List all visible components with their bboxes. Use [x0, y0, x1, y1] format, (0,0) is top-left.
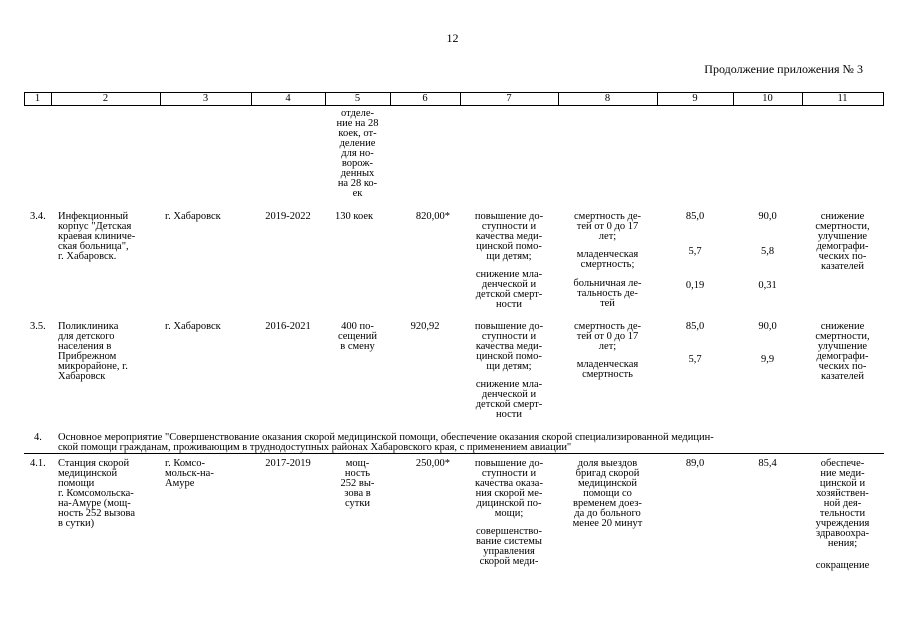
- value-cell: 0,31: [758, 280, 777, 291]
- value-cell: 90,0: [758, 321, 777, 332]
- table-header-bottom-border: [24, 105, 884, 106]
- value-cell: 90,0: [758, 211, 777, 222]
- cost-cell: 820,00*: [415, 211, 450, 222]
- indicator-text: младенческая смертность: [576, 359, 639, 380]
- capacity-cell: 130 коек: [335, 211, 374, 222]
- goal-text: повышение до- ступности и качества оказа- ния скорой ме- дицинской по- мощи;: [474, 458, 544, 519]
- value-cell: 85,4: [758, 458, 777, 469]
- effect-cell: сокращение: [815, 560, 870, 571]
- section-number: 4.: [34, 432, 42, 443]
- capacity-cell: отделе- ние на 28 коек, от- деление для но- ворож- денных на 28 ко- ек: [336, 108, 379, 199]
- object-name-cell: Поликлиника для детского населения в Прибрежном микрорайоне, г. Хабаровск: [58, 321, 128, 382]
- row-number: 4.1.: [30, 458, 46, 469]
- row-number: 3.5.: [30, 321, 46, 332]
- column-header-8: 8: [604, 93, 611, 104]
- column-header-11: 11: [837, 93, 848, 104]
- column-header-2: 2: [102, 93, 109, 104]
- cost-cell: 920,92: [410, 321, 440, 332]
- row-number: 3.4.: [30, 211, 46, 222]
- goal-text: совершенство- вание системы управления скорой меди-: [476, 526, 542, 567]
- location-cell: г. Комсо- мольск-на- Амуре: [165, 458, 214, 489]
- column-header-3: 3: [202, 93, 209, 104]
- goal-text: снижение мла- денческой и детской смерт- ности: [475, 269, 543, 310]
- column-header-6: 6: [422, 93, 428, 104]
- location-cell: г. Хабаровск: [165, 321, 221, 332]
- capacity-cell: мощ- ность 252 вы- зова в сутки: [340, 458, 375, 509]
- column-header-7: 7: [506, 93, 512, 104]
- effect-cell: обеспече- ние меди- цинской и хозяйствен- ной дея- тельности учреждения здравоохра- нения;: [815, 458, 870, 549]
- value-cell: 0,19: [685, 280, 705, 291]
- column-header-9: 9: [692, 93, 698, 104]
- value-cell: 89,0: [685, 458, 705, 469]
- object-name-cell: Инфекционный корпус "Детская краевая клиниче- ская больница", г. Хабаровск.: [58, 211, 136, 262]
- appendix-continuation-label: Продолжение приложения № 3: [704, 62, 863, 76]
- value-cell: 5,7: [688, 354, 702, 365]
- goal-text: повышение до- ступности и качества меди- цинской помо- щи детям;: [474, 211, 544, 262]
- object-name-cell: Станция скорой медицинской помощи г. Комсомольска- на-Амуре (мощ- ность 252 вызова в сутки): [58, 458, 135, 529]
- cost-cell: 250,00*: [415, 458, 450, 469]
- capacity-cell: 400 по- сещений в смену: [337, 321, 378, 352]
- indicator-text: больничная ле- тальность де- тей: [573, 278, 642, 309]
- column-header-5: 5: [354, 93, 361, 104]
- period-cell: 2019-2022: [265, 211, 311, 222]
- column-divider: [883, 92, 884, 105]
- value-cell: 85,0: [685, 321, 705, 332]
- location-cell: г. Хабаровск: [165, 211, 221, 222]
- indicator-text: доля выездов бригад скорой медицинской помощи со временем доез- да до больного менее 20 минут: [572, 458, 643, 529]
- indicator-text: младенческая смертность;: [576, 249, 639, 270]
- goal-text: повышение до- ступности и качества меди- цинской помо- щи детям;: [474, 321, 544, 372]
- value-cell: 5,8: [760, 246, 775, 257]
- value-cell: 85,0: [685, 211, 705, 222]
- section-title: Основное мероприятие "Совершенствование оказания скорой медицинской помощи, обеспечение оказания скорой специализированной медицин- ской помощи гражданам, проживающим в труднодоступных районах Хабаровского края, с применением авиации": [58, 432, 714, 453]
- value-cell: 5,7: [688, 246, 702, 257]
- period-cell: 2017-2019: [265, 458, 311, 469]
- indicator-text: смертность де- тей от 0 до 17 лет;: [574, 321, 641, 352]
- effect-cell: снижение смертности, улучшение демографи- ческих по- казателей: [815, 211, 870, 272]
- effect-cell: снижение смертности, улучшение демографи- ческих по- казателей: [815, 321, 870, 382]
- period-cell: 2016-2021: [265, 321, 311, 332]
- goal-text: снижение мла- денческой и детской смерт- ности: [475, 379, 543, 420]
- page-number: 12: [446, 31, 459, 45]
- column-header-10: 10: [762, 93, 773, 104]
- column-header-4: 4: [285, 93, 291, 104]
- column-header-1: 1: [34, 93, 41, 104]
- section-divider: [24, 453, 884, 454]
- value-cell: 9,9: [760, 354, 775, 365]
- indicator-text: смертность де- тей от 0 до 17 лет;: [574, 211, 641, 242]
